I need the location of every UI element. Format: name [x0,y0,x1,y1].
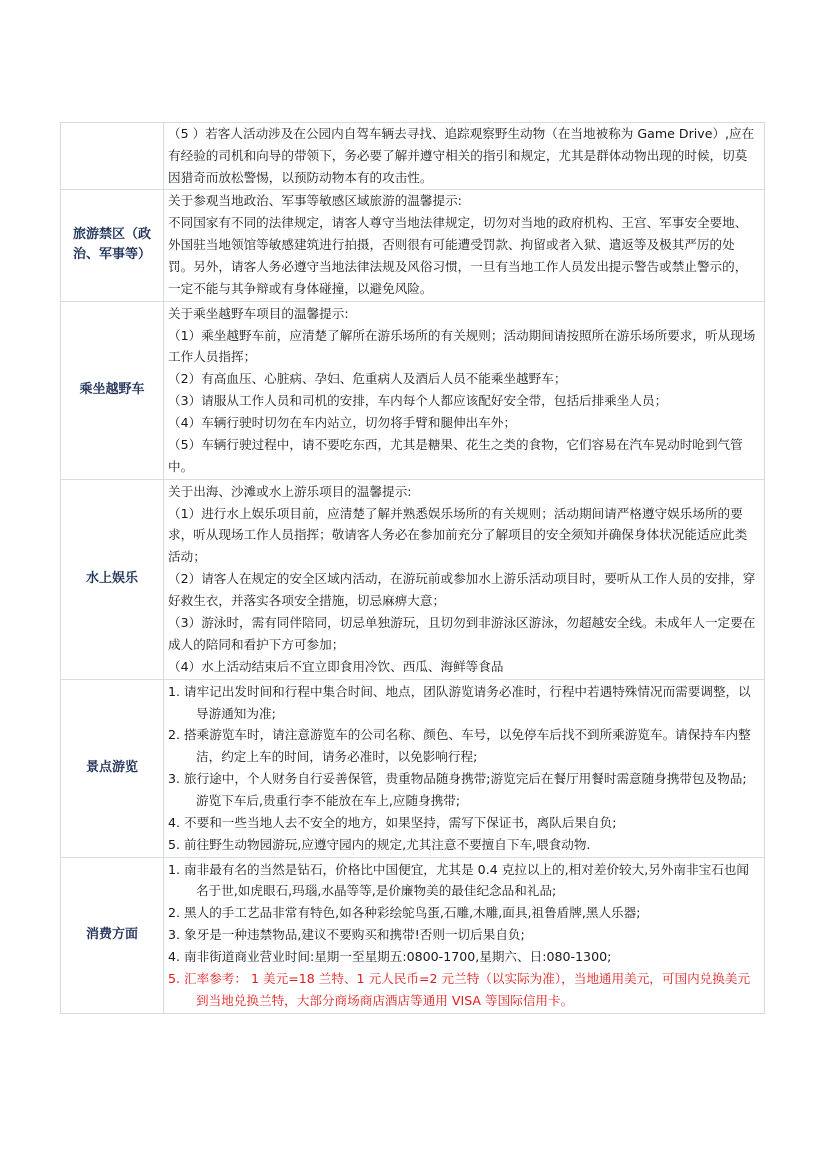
tip-line: （5 ）若客人活动涉及在公园内自驾车辆去寻找、追踪观察野生动物（在当地被称为 Game Drive）,应在有经验的司机和向导的带领下，务必要了解并遵守相关的指引和规定，尤其是群体动物出现的时候，切莫因猎奇而放松警惕，以预防动物本有的攻击性。 [168,126,755,185]
tip-line: 关于参观当地政治、军事等敏感区域旅游的温馨提示: [168,193,462,209]
content-cell [164,679,765,857]
tip-line: 2. 黑人的手工艺品非常有特色,如各种彩绘鸵鸟蛋,石雕,木雕,面具,祖鲁盾牌,黑人乐器; [168,905,641,921]
tip-line: （3）请服从工作人员和司机的安排，车内每个人都应该配好安全带，包括后排乘坐人员； [168,393,668,409]
tip-line: 1. 南非最有名的当然是钻石，价格比中国便宜，尤其是 0.4 克拉以上的,相对差价较大,另外南非宝石也闻名于世,如虎眼石,玛瑙,水晶等等,是价廉物美的最佳纪念品和礼品; [168,861,749,899]
content-cell [164,189,765,301]
tip-line: 4. 不要和一些当地人去不安全的地方，如果坚持，需写下保证书，离队后果自负; [168,815,617,831]
content-cell [164,301,765,479]
table-row [61,679,765,857]
category-cell: 景点游览 [61,679,164,857]
table-row [61,123,765,190]
tip-line: （4）水上活动结束后不宜立即食用冷饮、西瓜、海鲜等食品 [168,658,504,674]
content-cell [164,123,765,190]
category-cell: 旅游禁区（政治、军事等） [61,189,164,301]
table-row [61,189,765,301]
category-cell: 消费方面 [61,857,164,1013]
tip-line: 不同国家有不同的法律规定，请客人尊守当地法律规定，切勿对当地的政府机构、王宫、军事安全要地、外国驻当地领馆等敏感建筑进行拍摄，否则很有可能遭受罚款、拘留或者入狱、遣返等及极其严厉的处罚。另外，请客人务必遵守当地法律法规及风俗习惯，一旦有当地工作人员发出提示警告或禁止警示的，一定不能与其争辩或有身体碰撞，以避免风险。 [168,215,748,297]
content-cell [164,857,765,1013]
tip-line: （4）车辆行驶时切勿在车内站立，切勿将手臂和腿伸出车外； [168,415,517,431]
tip-line: 关于出海、沙滩或水上游乐项目的温馨提示: [168,483,412,499]
tip-line: 1. 请牢记出发时间和行程中集合时间、地点，团队游览请务必准时，行程中若遇特殊情况而需要调整，以导游通知为准; [168,683,751,721]
tip-line: 5. 前往野生动物园游玩,应遵守园内的规定,尤其注意不要擅自下车,喂食动物. [168,836,591,852]
tip-line: （2）请客人在规定的安全区域内活动，在游玩前或参加水上游乐活动项目时，要听从工作人员的安排，穿好救生衣，并落实各项安全措施，切忌麻痹大意； [168,571,756,609]
tip-line: 关于乘坐越野车项目的温馨提示: [168,305,349,321]
tip-line: 2. 搭乘游览车时，请注意游览车的公司名称、颜色、车号，以免停车后找不到所乘游览车。请保持车内整洁，约定上车的时间，请务必准时，以免影响行程; [168,727,751,765]
tips-table [60,122,765,1014]
tip-line: （2）有高血压、心脏病、孕妇、危重病人及酒后人员不能乘坐越野车； [168,371,567,387]
tip-line: 3. 旅行途中，个人财务自行妥善保管，贵重物品随身携带;游览完后在餐厅用餐时需意随身携带包及物品; 游览下车后,贵重行李不能放在车上,应随身携带; [168,771,747,809]
content-cell [164,479,765,679]
table-row [61,479,765,679]
tip-line: （1）乘坐越野车前，应清楚了解所在游乐场所的有关规则；活动期间请按照所在游乐场所要求，听从现场工作人员指挥； [168,327,756,365]
table-row [61,301,765,479]
table-row [61,857,765,1013]
exchange-rate-note: 5. 汇率参考： 1 美元=18 兰特、1 元人民币=2 元兰特（以实际为准），当地通用美元，可国内兑换美元到当地兑换兰特，大部分商场商店酒店等通用 VISA 等国际信用卡。 [168,971,751,1008]
tip-line: （3）游泳时，需有同伴陪同，切忌单独游玩，且切勿到非游泳区游泳，勿超越安全线。未成年人一定要在成人的陪同和看护下方可参加； [168,615,756,652]
tip-line: （5）车辆行驶过程中，请不要吃东西，尤其是糖果、花生之类的食物，它们容易在汽车晃动时呛到气管中。 [168,437,743,474]
tip-line: 4. 南非街道商业营业时间:星期一至星期五:0800-1700,星期六、日:080-1300; [168,949,612,965]
category-cell [61,123,164,190]
category-cell: 乘坐越野车 [61,301,164,479]
tip-line: 3. 象牙是一种违禁物品,建议不要购买和携带!否则一切后果自负; [168,927,525,943]
tip-line: （1）进行水上娱乐项目前，应清楚了解并熟悉娱乐场所的有关规则；活动期间请严格遵守娱乐场所的要求，听从现场工作人员指挥；敬请客人务必在参加前充分了解项目的安全须知并确保身体状况能适应此类活动； [168,505,748,565]
category-cell: 水上娱乐 [61,479,164,679]
